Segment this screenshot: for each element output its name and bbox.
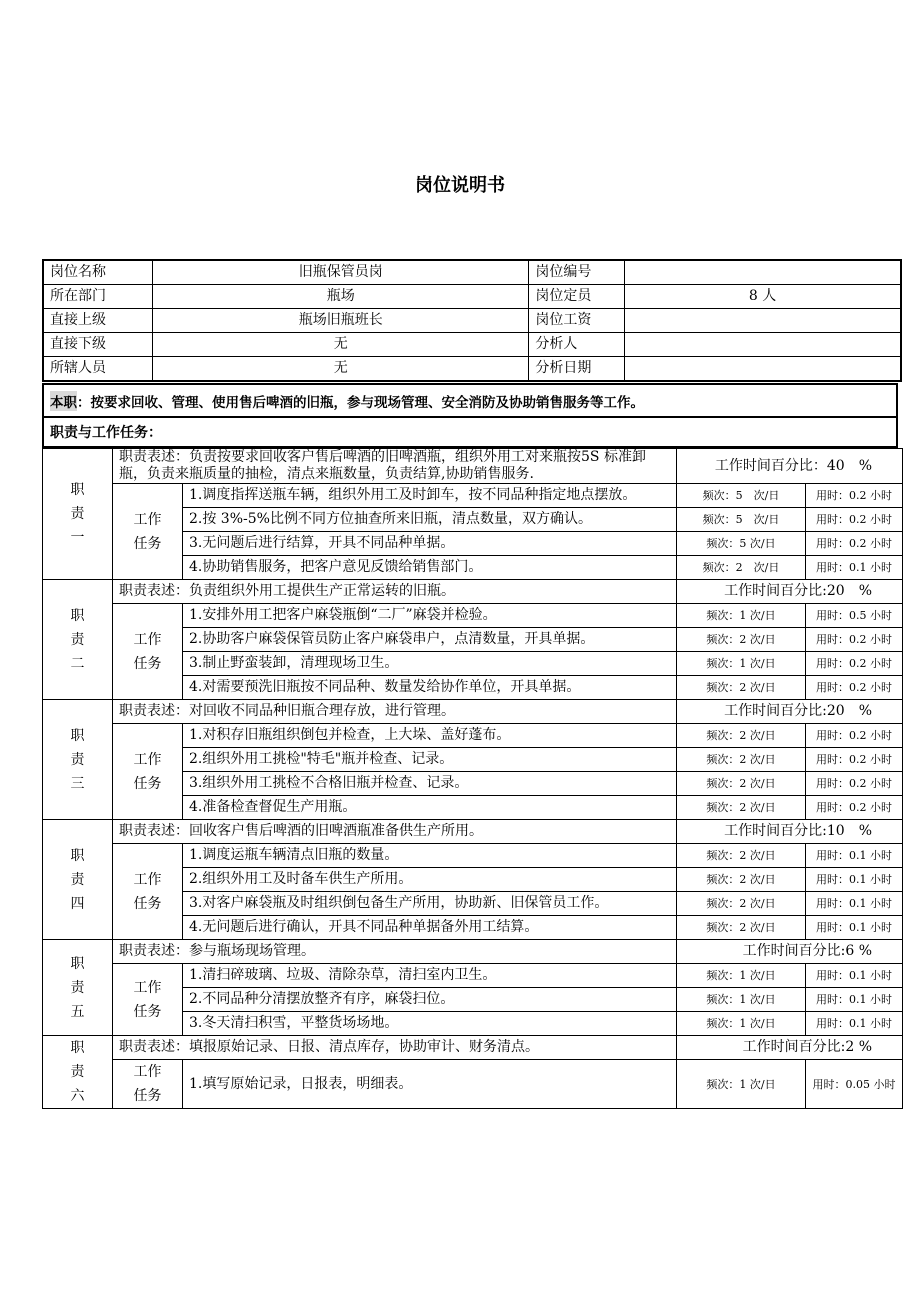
task-text: 4.协助销售服务，把客户意见反馈给销售部门。 xyxy=(183,556,677,580)
task-label-part: 工作 xyxy=(133,751,162,768)
task-duration: 用时：0.1 小时 xyxy=(806,964,903,988)
task-duration: 用时：0.1 小时 xyxy=(806,892,903,916)
task-text: 4.准备检查督促生产用瓶。 xyxy=(183,796,677,820)
task-row xyxy=(43,1060,903,1109)
task-frequency: 频次：5 次/日 xyxy=(677,508,806,532)
task-frequency: 频次：2 次/日 xyxy=(677,724,806,748)
task-frequency: 频次：2 次/日 xyxy=(677,868,806,892)
task-text: 1.清扫碎玻璃、垃圾、清除杂草，清扫室内卫生。 xyxy=(183,964,677,988)
info-value: 无 xyxy=(153,357,529,382)
duty-label-char: 责 xyxy=(70,751,85,768)
task-frequency: 频次：1 次/日 xyxy=(677,1012,806,1036)
duty-description: 职责表述：参与瓶场现场管理。 xyxy=(113,940,677,964)
task-row xyxy=(43,484,903,508)
page-title: 岗位说明书 xyxy=(415,175,505,196)
duty-label-char: 职 xyxy=(70,1040,85,1056)
task-text: 1.调度指挥送瓶车辆，组织外用工及时卸车，按不同品种指定地点摆放。 xyxy=(183,484,677,508)
duty-label xyxy=(43,820,113,940)
info-value xyxy=(625,260,901,285)
task-frequency: 频次：1 次/日 xyxy=(677,964,806,988)
task-label-part: 工作 xyxy=(133,871,162,888)
info-row xyxy=(43,285,901,309)
work-time-percentage: 工作时间百分比:20 % xyxy=(677,700,903,724)
info-value: 瓶场 xyxy=(153,285,529,309)
task-duration: 用时：0.1 小时 xyxy=(806,844,903,868)
task-label-part: 任务 xyxy=(133,535,162,552)
task-duration: 用时：0.2 小时 xyxy=(806,508,903,532)
task-label-part: 工作 xyxy=(133,979,162,996)
task-frequency: 频次：1 次/日 xyxy=(677,652,806,676)
task-frequency: 频次：2 次/日 xyxy=(677,916,806,940)
task-text: 3.制止野蛮装卸，清理现场卫生。 xyxy=(183,652,677,676)
task-duration: 用时：0.2 小时 xyxy=(806,796,903,820)
duty-label xyxy=(43,940,113,1036)
work-time-percentage: 工作时间百分比:6 % xyxy=(677,940,903,964)
task-duration: 用时：0.2 小时 xyxy=(806,484,903,508)
task-frequency: 频次：2 次/日 xyxy=(677,844,806,868)
task-text: 3.组织外用工挑检不合格旧瓶并检查、记录。 xyxy=(183,772,677,796)
task-duration: 用时：0.05 小时 xyxy=(806,1060,903,1109)
task-frequency: 频次：2 次/日 xyxy=(677,748,806,772)
task-text: 4.对需要预洗旧瓶按不同品种、数量发给协作单位，开具单据。 xyxy=(183,676,677,700)
duty-description: 职责表述：填报原始记录、日报、清点库存，协助审计、财务清点。 xyxy=(113,1036,677,1060)
info-row xyxy=(43,260,901,285)
duty-label-char: 六 xyxy=(70,1088,85,1104)
task-frequency: 频次：1 次/日 xyxy=(677,1060,806,1109)
duty-label-char: 职 xyxy=(70,482,85,498)
info-row xyxy=(43,333,901,357)
duty-row xyxy=(43,700,903,724)
task-text: 2.组织外用工挑检"特毛"瓶并检查、记录。 xyxy=(183,748,677,772)
tasks-header: 职责与工作任务： xyxy=(42,418,898,448)
duty-label-char: 五 xyxy=(70,1003,85,1020)
task-label-part: 任务 xyxy=(133,775,162,792)
duty-label-char: 三 xyxy=(70,775,85,792)
task-duration: 用时：0.5 小时 xyxy=(806,604,903,628)
task-frequency: 频次：2 次/日 xyxy=(677,676,806,700)
info-value xyxy=(625,357,901,382)
duty-description: 职责表述：负责组织外用工提供生产正常运转的旧瓶。 xyxy=(113,580,677,604)
duty-label-char: 责 xyxy=(70,631,85,648)
task-frequency: 频次：2 次/日 xyxy=(677,796,806,820)
info-label: 直接下级 xyxy=(43,333,153,357)
task-frequency: 频次：5 次/日 xyxy=(677,484,806,508)
duty-description: 职责表述：对回收不同品种旧瓶合理存放，进行管理。 xyxy=(113,700,677,724)
duty-label xyxy=(43,700,113,820)
duty-label-char: 四 xyxy=(70,895,85,912)
task-text: 2.不同品种分清摆放整齐有序，麻袋扫位。 xyxy=(183,988,677,1012)
duty-row xyxy=(43,1036,903,1060)
task-row xyxy=(43,724,903,748)
task-frequency: 频次：2 次/日 xyxy=(677,892,806,916)
work-time-percentage: 工作时间百分比：40 % xyxy=(677,449,903,484)
duty-row xyxy=(43,820,903,844)
info-row xyxy=(43,357,901,382)
duty-row xyxy=(43,940,903,964)
task-text: 2.协助客户麻袋保管员防止客户麻袋串户，点清数量，开具单据。 xyxy=(183,628,677,652)
task-duration: 用时：0.2 小时 xyxy=(806,724,903,748)
duties-table xyxy=(42,448,903,1109)
task-text: 1.调度运瓶车辆清点旧瓶的数量。 xyxy=(183,844,677,868)
duty-row xyxy=(43,580,903,604)
task-label xyxy=(113,1060,183,1109)
task-text: 3.冬天清扫积雪，平整货场场地。 xyxy=(183,1012,677,1036)
info-label: 岗位编号 xyxy=(529,260,625,285)
info-label: 岗位定员 xyxy=(529,285,625,309)
task-text: 3.无问题后进行结算，开具不同品种单据。 xyxy=(183,532,677,556)
info-label: 直接上级 xyxy=(43,309,153,333)
duty-label-char: 责 xyxy=(70,979,85,996)
task-text: 1.对积存旧瓶组织倒包并检查，上大垛、盖好蓬布。 xyxy=(183,724,677,748)
task-text: 1.安排外用工把客户麻袋瓶倒“二厂”麻袋并检验。 xyxy=(183,604,677,628)
info-value: 瓶场旧瓶班长 xyxy=(153,309,529,333)
duty-label-char: 二 xyxy=(70,655,85,672)
duty-label-char: 责 xyxy=(70,506,85,522)
task-text: 2.按 3%-5%比例不同方位抽查所来旧瓶，清点数量，双方确认。 xyxy=(183,508,677,532)
work-time-percentage: 工作时间百分比:10 % xyxy=(677,820,903,844)
task-label-part: 任务 xyxy=(133,1003,162,1020)
task-label xyxy=(113,604,183,700)
duty-label-char: 责 xyxy=(70,871,85,888)
task-duration: 用时：0.2 小时 xyxy=(806,652,903,676)
work-time-percentage: 工作时间百分比:20 % xyxy=(677,580,903,604)
task-duration: 用时：0.2 小时 xyxy=(806,628,903,652)
task-duration: 用时：0.1 小时 xyxy=(806,868,903,892)
info-row xyxy=(43,309,901,333)
task-row xyxy=(43,604,903,628)
task-text: 1.填写原始记录，日报表，明细表。 xyxy=(183,1060,677,1109)
task-label-part: 工作 xyxy=(133,631,162,648)
task-duration: 用时：0.1 小时 xyxy=(806,1012,903,1036)
info-label: 岗位工资 xyxy=(529,309,625,333)
task-duration: 用时：0.2 小时 xyxy=(806,748,903,772)
job-summary xyxy=(42,383,898,418)
info-value xyxy=(625,333,901,357)
info-label: 所在部门 xyxy=(43,285,153,309)
info-label: 岗位名称 xyxy=(43,260,153,285)
task-text: 4.无问题后进行确认，开具不同品种单据备外用工结算。 xyxy=(183,916,677,940)
task-row xyxy=(43,844,903,868)
task-label-part: 任务 xyxy=(133,895,162,912)
duty-label-char: 职 xyxy=(70,607,85,624)
task-label xyxy=(113,724,183,820)
task-text: 2.组织外用工及时备车供生产所用。 xyxy=(183,868,677,892)
task-label xyxy=(113,484,183,580)
duty-label xyxy=(43,449,113,580)
task-frequency: 频次：2 次/日 xyxy=(677,556,806,580)
task-frequency: 频次：5 次/日 xyxy=(677,532,806,556)
duty-label-char: 一 xyxy=(70,530,85,546)
info-value: 无 xyxy=(153,333,529,357)
task-label-part: 工作 xyxy=(133,511,162,528)
duty-row xyxy=(43,449,903,484)
duty-label-char: 职 xyxy=(70,847,85,864)
task-label-part: 任务 xyxy=(133,655,162,672)
task-frequency: 频次：2 次/日 xyxy=(677,772,806,796)
task-label-part: 任务 xyxy=(133,1088,162,1104)
task-duration: 用时：0.2 小时 xyxy=(806,532,903,556)
duty-label-char: 责 xyxy=(70,1064,85,1080)
work-time-percentage: 工作时间百分比:2 % xyxy=(677,1036,903,1060)
task-duration: 用时：0.1 小时 xyxy=(806,556,903,580)
info-label: 所辖人员 xyxy=(43,357,153,382)
summary-text: ：按要求回收、管理、使用售后啤酒的旧瓶，参与现场管理、安全消防及协助销售服务等工作。 xyxy=(77,394,644,411)
duty-description: 职责表述：负责按要求回收客户售后啤酒的旧啤酒瓶，组织外用工对来瓶按5S 标准卸瓶，负责来瓶质量的抽检，清点来瓶数量，负责结算,协助销售服务. xyxy=(113,449,677,484)
info-label: 分析人 xyxy=(529,333,625,357)
task-label xyxy=(113,844,183,940)
task-duration: 用时：0.2 小时 xyxy=(806,772,903,796)
task-text: 3.对客户麻袋瓶及时组织倒包备生产所用，协助新、旧保管员工作。 xyxy=(183,892,677,916)
task-frequency: 频次：1 次/日 xyxy=(677,988,806,1012)
duty-label-char: 职 xyxy=(70,955,85,972)
task-label xyxy=(113,964,183,1036)
duty-label-char: 职 xyxy=(70,727,85,744)
task-duration: 用时：0.1 小时 xyxy=(806,916,903,940)
duty-label xyxy=(43,1036,113,1109)
duty-label xyxy=(43,580,113,700)
task-label-part: 工作 xyxy=(133,1064,162,1080)
basic-info-table xyxy=(42,259,902,382)
info-value: 8 人 xyxy=(625,285,901,309)
task-duration: 用时：0.2 小时 xyxy=(806,676,903,700)
info-label: 分析日期 xyxy=(529,357,625,382)
task-row xyxy=(43,964,903,988)
task-frequency: 频次：2 次/日 xyxy=(677,628,806,652)
task-frequency: 频次：1 次/日 xyxy=(677,604,806,628)
task-duration: 用时：0.1 小时 xyxy=(806,988,903,1012)
duty-description: 职责表述：回收客户售后啤酒的旧啤酒瓶准备供生产所用。 xyxy=(113,820,677,844)
info-value xyxy=(625,309,901,333)
info-value: 旧瓶保管员岗 xyxy=(153,260,529,285)
summary-label: 本职 xyxy=(50,391,77,411)
